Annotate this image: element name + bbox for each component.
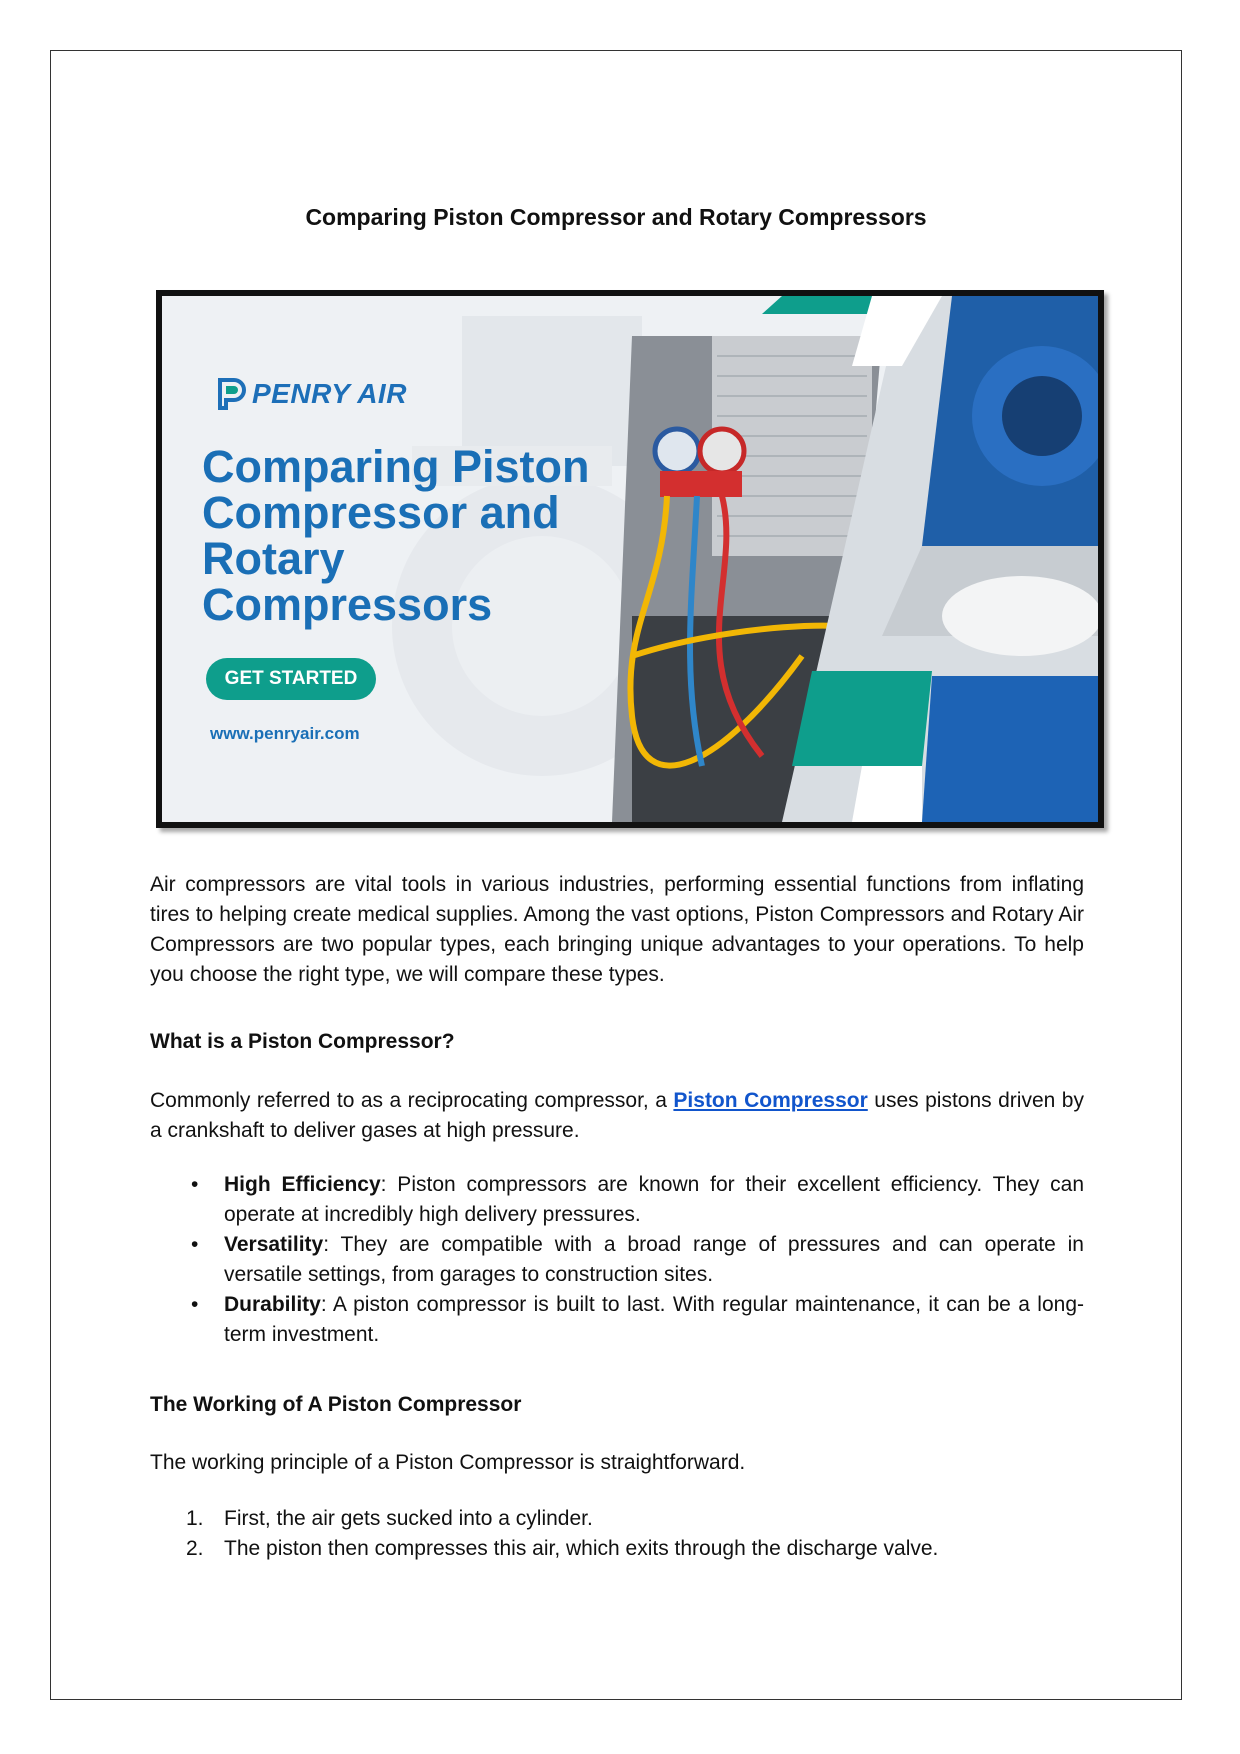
piston-compressor-link[interactable]: Piston Compressor — [673, 1089, 868, 1112]
benefits-list — [150, 1170, 1084, 1350]
bullet-text: : A piston compressor is built to last. With regular maintenance, it can be a long-term investment. — [224, 1293, 1084, 1346]
banner-heading — [202, 441, 662, 630]
bullet-term: Versatility — [224, 1233, 324, 1256]
working-intro-paragraph: The working principle of a Piston Compressor is straightforward. — [150, 1451, 746, 1474]
bullet-term: High Efficiency — [224, 1173, 381, 1196]
penry-air-logo-icon — [216, 378, 246, 410]
bullet-term: Durability — [224, 1293, 321, 1316]
logo-text: PENRY AIR — [252, 378, 407, 409]
definition-text-start: Commonly referred to as a reciprocating compressor, a — [150, 1089, 674, 1112]
working-steps — [150, 1504, 1084, 1564]
intro-paragraph: Air compressors are vital tools in various industries, performing essential functions from inflating tires to helping create medical supplies. Among the vast options, Piston Compressors and Rotary Air Compressors are two popular types, each bringing unique advantages to your operations. To help you choose the right type, we will compare these types. — [150, 873, 1084, 986]
get-started-button[interactable]: GET STARTED — [206, 658, 376, 700]
banner-heading-line: Compressors — [202, 579, 493, 630]
bullet-icon: • — [191, 1293, 199, 1316]
step-number: 1. — [186, 1507, 204, 1530]
penry-air-logo — [216, 378, 407, 410]
list-item — [150, 1290, 1084, 1350]
section-working — [150, 1390, 1084, 1420]
section-heading: What is a Piston Compressor? — [150, 1030, 455, 1053]
banner-heading-line: Comparing Piston — [202, 441, 590, 492]
working-intro — [150, 1448, 1084, 1478]
section-what-is-piston — [150, 1027, 1084, 1057]
banner-image — [156, 290, 1104, 828]
intro-section — [150, 870, 1084, 990]
bullet-text: : Piston compressors are known for their excellent efficiency. They can operate at incredibly high delivery pressures. — [224, 1173, 1084, 1226]
step-text: First, the air gets sucked into a cylinder. — [224, 1507, 593, 1530]
banner-heading-line: Compressor and — [202, 487, 560, 538]
bullet-icon: • — [191, 1173, 199, 1196]
list-item — [150, 1230, 1084, 1290]
definition-paragraph — [150, 1086, 1084, 1146]
definition-text-end: uses pistons driven by a crankshaft to deliver gases at high pressure. — [150, 1089, 1084, 1142]
step-text: The piston then compresses this air, which exits through the discharge valve. — [224, 1537, 939, 1560]
banner-url: www.penryair.com — [210, 724, 360, 743]
section-heading: The Working of A Piston Compressor — [150, 1393, 522, 1416]
step-number: 2. — [186, 1537, 204, 1560]
banner-heading-line: Rotary — [202, 533, 345, 584]
bullet-icon: • — [191, 1233, 199, 1256]
bullet-text: : They are compatible with a broad range of pressures and can operate in versatile settings, from garages to construction sites. — [224, 1233, 1084, 1286]
list-item — [150, 1170, 1084, 1230]
list-item — [150, 1534, 1084, 1564]
document-title: Comparing Piston Compressor and Rotary Compressors — [305, 204, 927, 230]
list-item — [150, 1504, 1084, 1534]
piston-definition — [150, 1086, 1084, 1146]
